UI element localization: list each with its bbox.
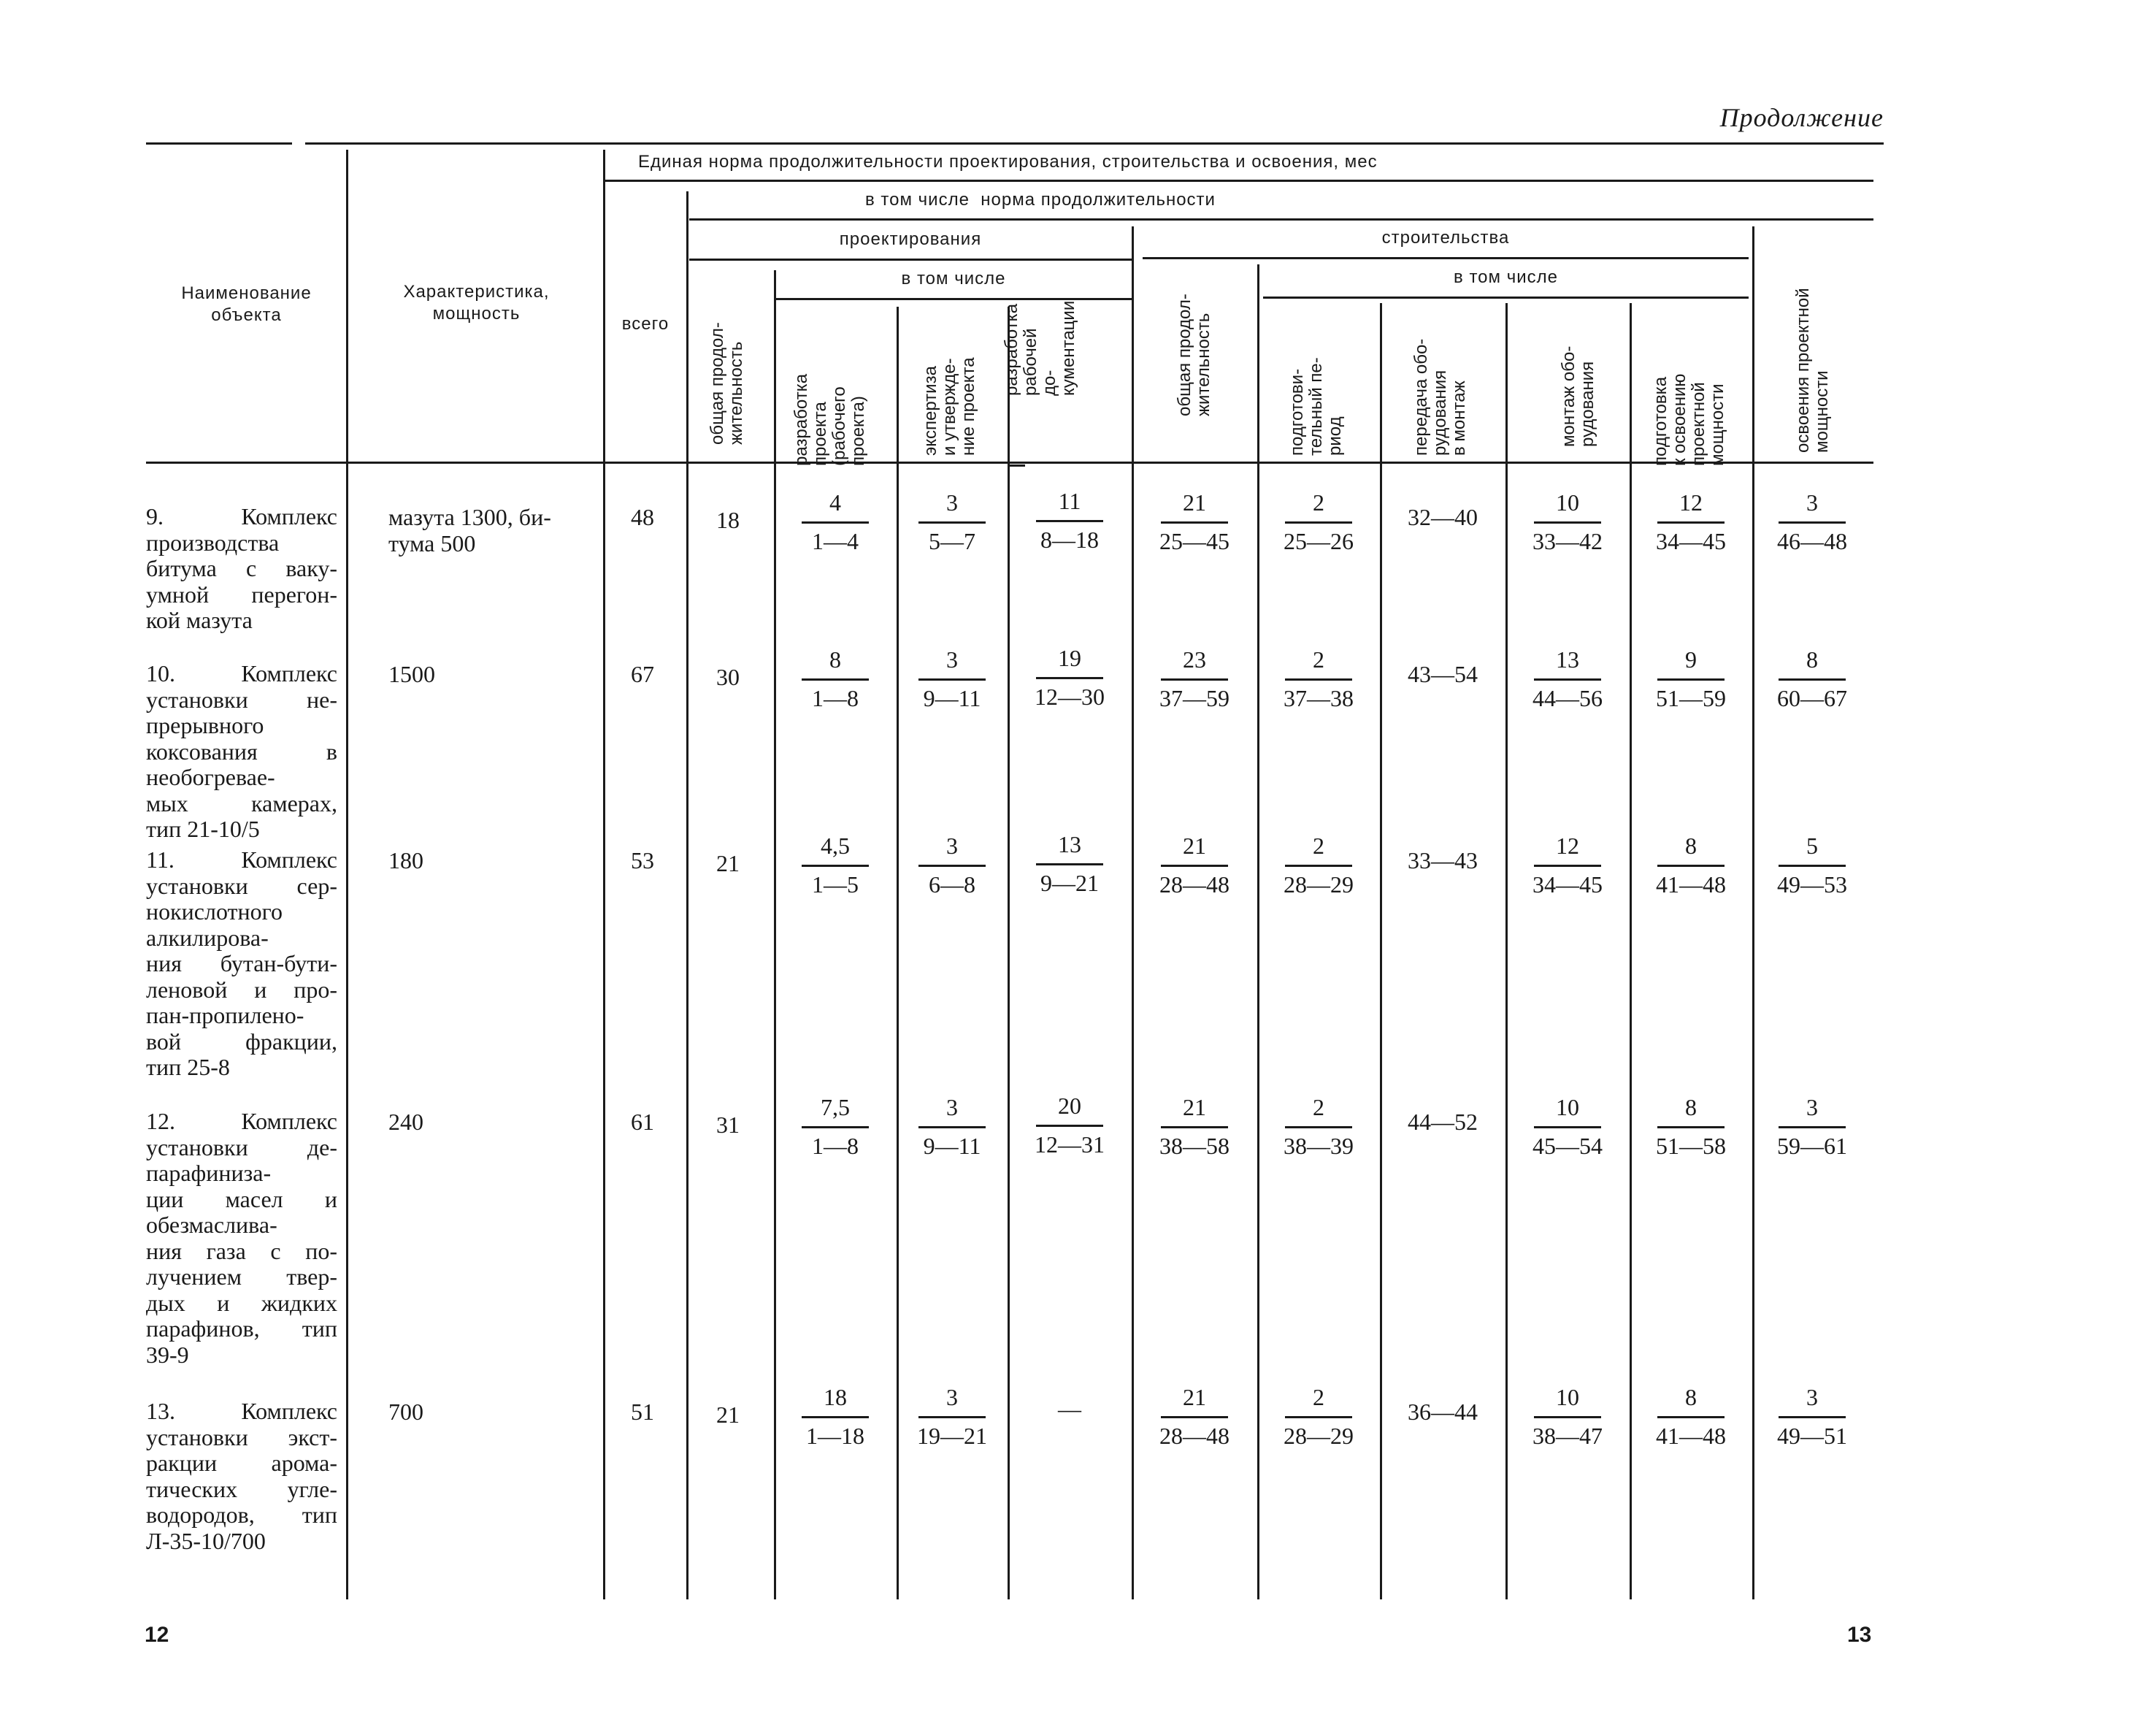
header-name: Наименование объекта — [181, 283, 312, 325]
object-name-line: 13. Комплекс — [146, 1398, 337, 1424]
characteristic-line: тума 500 — [388, 530, 476, 556]
object-name — [146, 847, 337, 1081]
fraction-denominator: 38—39 — [1284, 1133, 1354, 1159]
fraction-numerator: 3 — [1806, 1384, 1818, 1410]
fraction-numerator: 7,5 — [821, 1094, 850, 1120]
fraction-denominator: 28—29 — [1284, 871, 1354, 898]
col-rule-11 — [1630, 303, 1632, 1599]
mastering-value — [1768, 1384, 1856, 1449]
constr-total-value — [1151, 1384, 1238, 1449]
fraction-denominator: 59—61 — [1777, 1133, 1847, 1159]
fraction-denominator: 1—18 — [806, 1423, 864, 1449]
col-rule-6 — [1008, 307, 1010, 1599]
object-name — [146, 504, 337, 634]
fraction-numerator: 21 — [1183, 1094, 1206, 1120]
object-name-line: ния газа с по- — [146, 1237, 337, 1264]
header-unified-norm: Единая норма продолжительности проектирования, строительства и освоения, мес — [638, 152, 1378, 172]
constr-mount-value — [1524, 1384, 1611, 1449]
fraction-denominator: 9—21 — [1040, 870, 1099, 896]
continuation-label: Продолжение — [1719, 103, 1884, 132]
constr-prep-value — [1275, 1384, 1362, 1449]
fraction-denominator: 25—45 — [1159, 528, 1229, 554]
fraction-denominator: 37—38 — [1284, 685, 1354, 711]
object-name — [146, 1399, 337, 1554]
object-name-line: ния бутан-бути- — [146, 950, 337, 976]
fraction-denominator: 38—47 — [1532, 1423, 1603, 1449]
fraction-denominator: 1—8 — [812, 685, 859, 711]
object-name-line: вой фракции, — [146, 1028, 337, 1055]
fraction-denominator: 33—42 — [1532, 528, 1603, 554]
fraction-numerator: 2 — [1313, 833, 1324, 859]
col-rule-1 — [346, 150, 348, 1599]
header-total: всего — [621, 314, 670, 334]
fraction-numerator: 23 — [1183, 646, 1206, 673]
fraction-numerator: 3 — [946, 489, 958, 516]
constr-ready-value — [1647, 833, 1735, 898]
object-name-line: кой мазута — [146, 607, 253, 633]
object-name-line: производства — [146, 529, 280, 556]
fraction-numerator: 19 — [1058, 645, 1081, 671]
fraction-numerator: 10 — [1556, 1094, 1579, 1120]
fraction-denominator: 28—48 — [1159, 871, 1229, 898]
fraction-denominator: 49—51 — [1777, 1423, 1847, 1449]
fraction-numerator: 5 — [1806, 833, 1818, 859]
design-dev-value — [791, 1094, 879, 1159]
fraction-numerator: 3 — [1806, 1094, 1818, 1120]
object-name-line: коксования в — [146, 738, 337, 765]
rule-under-unified — [603, 180, 1873, 182]
object-name-line: мых камерах, — [146, 789, 337, 816]
fraction-numerator: 4 — [829, 489, 841, 516]
fraction-numerator: 2 — [1313, 489, 1324, 516]
constr-transfer-value: 43—54 — [1408, 661, 1478, 687]
rule-under-constr — [1143, 257, 1749, 259]
fraction-denominator: 12—31 — [1035, 1131, 1105, 1158]
object-name-line: 9. Комплекс — [146, 503, 337, 529]
constr-mount-value — [1524, 833, 1611, 898]
object-name-line: лучением твер- — [146, 1263, 337, 1290]
header-incl-norm: в том числе норма продолжительности — [865, 190, 1216, 210]
constr-ready-value — [1647, 646, 1735, 711]
fraction-denominator: 1—5 — [812, 871, 859, 898]
object-name-line: Л-35-10/700 — [146, 1527, 266, 1554]
fraction-denominator: 1—4 — [812, 528, 859, 554]
fraction-numerator: 12 — [1556, 833, 1579, 859]
constr-ready-value — [1647, 1384, 1735, 1449]
fraction-denominator: 9—11 — [923, 685, 981, 711]
fraction-numerator: 21 — [1183, 833, 1206, 859]
object-name-line: алкилирова- — [146, 924, 269, 951]
object-name-line: установки экст- — [146, 1423, 337, 1450]
characteristic-line: 240 — [388, 1109, 423, 1135]
design-exp-value — [908, 833, 996, 898]
fraction-denominator: 46—48 — [1777, 528, 1847, 554]
fraction-numerator: 8 — [1685, 1094, 1697, 1120]
page-number-right: 13 — [1847, 1623, 1872, 1647]
object-name-line: битума с ваку- — [146, 555, 337, 581]
fraction-denominator: 49—53 — [1777, 871, 1847, 898]
characteristic-line: 180 — [388, 847, 423, 873]
characteristic — [388, 661, 607, 687]
object-name-line: обезмаслива- — [146, 1212, 277, 1238]
fraction-denominator: 41—48 — [1656, 1423, 1726, 1449]
object-name-line: водородов, тип — [146, 1502, 337, 1528]
total-value: 67 — [631, 661, 654, 687]
fraction-numerator: 2 — [1313, 646, 1324, 673]
design-exp-value — [908, 1094, 996, 1159]
constr-total-value — [1151, 833, 1238, 898]
object-name-line: установки не- — [146, 686, 337, 713]
fraction-numerator: 3 — [1806, 489, 1818, 516]
fraction-numerator: 8 — [829, 646, 841, 673]
design-dev-value — [791, 833, 879, 898]
object-name-line: установки де- — [146, 1133, 337, 1160]
object-name-line: парафинов, тип — [146, 1315, 337, 1342]
constr-prep-value — [1275, 646, 1362, 711]
fraction-numerator: 3 — [946, 1094, 958, 1120]
fraction-numerator: 3 — [946, 1384, 958, 1410]
fraction-denominator: 5—7 — [929, 528, 975, 554]
object-name-line: тических угле- — [146, 1475, 337, 1502]
constr-transfer-value: 36—44 — [1408, 1399, 1478, 1425]
header-constr-ready: подготовка к освоению проектной мощности — [1651, 373, 1727, 466]
object-name-line: прерывного — [146, 712, 264, 738]
col-rule-5 — [897, 307, 899, 1599]
constr-mount-value — [1524, 489, 1611, 554]
header-design-work: разработка рабочей до- кументации — [1002, 300, 1078, 396]
characteristic-line: мазута 1300, би- — [388, 504, 551, 530]
object-name-line: леновой и про- — [146, 976, 337, 1003]
object-name-line: дых и жидких — [146, 1289, 337, 1316]
header-bottom-rule — [146, 462, 1873, 464]
fraction-denominator: 25—26 — [1284, 528, 1354, 554]
constr-prep-value — [1275, 833, 1362, 898]
constr-transfer-value: 33—43 — [1408, 847, 1478, 873]
fraction-numerator: 8 — [1685, 1384, 1697, 1410]
col-rule-4 — [774, 270, 776, 1599]
constr-total-value — [1151, 646, 1238, 711]
design-work-value — [1026, 1093, 1113, 1158]
design-exp-value — [908, 489, 996, 554]
fraction-denominator: 51—59 — [1656, 685, 1726, 711]
fraction-numerator: 11 — [1058, 488, 1081, 514]
design-dev-value — [791, 489, 879, 554]
constr-ready-value — [1647, 489, 1735, 554]
mastering-value — [1768, 833, 1856, 898]
design-total-value: 31 — [716, 1112, 740, 1138]
fraction-denominator: 9—11 — [923, 1133, 981, 1159]
design-work-value — [1026, 645, 1113, 710]
characteristic-line: 1500 — [388, 661, 435, 687]
object-name-line: тип 25-8 — [146, 1054, 230, 1080]
fraction-denominator: 1—8 — [812, 1133, 859, 1159]
design-total-value: 21 — [716, 850, 740, 876]
fraction-denominator: 28—48 — [1159, 1423, 1229, 1449]
total-value: 51 — [631, 1399, 654, 1425]
fraction-denominator: 6—8 — [929, 871, 975, 898]
design-work-value — [1026, 831, 1113, 896]
table-top-rule-left — [146, 142, 292, 145]
page-number-left: 12 — [145, 1623, 169, 1647]
col-rule-8 — [1257, 264, 1259, 1599]
design-dev-value — [791, 646, 879, 711]
design-total-value: 18 — [716, 507, 740, 533]
header-design-total: общая продол- жительность — [707, 322, 746, 445]
fraction-numerator: 8 — [1685, 833, 1697, 859]
header-constr-prep: подготови- тельный пе- риод — [1287, 357, 1345, 456]
object-name-line: нокислотного — [146, 898, 283, 925]
design-exp-value — [908, 646, 996, 711]
fraction-numerator: 4,5 — [821, 833, 850, 859]
header-incl-constr: в том числе — [1454, 267, 1558, 287]
fraction-numerator: 12 — [1679, 489, 1703, 516]
header-design-exp: экспертиза и утвержде- ние проекта — [921, 357, 978, 456]
fraction-numerator: 21 — [1183, 489, 1206, 516]
work-col-mark — [1008, 464, 1025, 467]
design-total-value: 30 — [716, 664, 740, 690]
constr-mount-value — [1524, 646, 1611, 711]
header-constr-total: общая продол- жительность — [1175, 294, 1213, 416]
fraction-denominator: 60—67 — [1777, 685, 1847, 711]
rule-under-incl-design — [775, 298, 1132, 300]
fraction-numerator: 20 — [1058, 1093, 1081, 1119]
fraction-numerator: 13 — [1058, 831, 1081, 857]
rule-under-design — [689, 259, 1132, 261]
header-construction: строительства — [1381, 228, 1510, 248]
col-rule-2 — [603, 150, 605, 1599]
header-constr-transfer: передача обо- рудования в монтаж — [1411, 338, 1469, 456]
fraction-denominator: 37—59 — [1159, 685, 1229, 711]
fraction-numerator: 2 — [1313, 1384, 1324, 1410]
object-name-line: установки сер- — [146, 872, 337, 899]
characteristic — [388, 847, 607, 873]
fraction-denominator: 34—45 — [1532, 871, 1603, 898]
characteristic — [388, 504, 607, 556]
total-value: 53 — [631, 847, 654, 873]
design-exp-value — [908, 1384, 996, 1449]
fraction-denominator: 51—58 — [1656, 1133, 1726, 1159]
fraction-numerator: 13 — [1556, 646, 1579, 673]
characteristic-line: 700 — [388, 1399, 423, 1425]
col-rule-12 — [1752, 226, 1754, 1599]
fraction-numerator: 3 — [946, 833, 958, 859]
mastering-value — [1768, 489, 1856, 554]
object-name-line: 11. Комплекс — [146, 846, 337, 873]
object-name-line: ции масел и — [146, 1185, 337, 1212]
header-design-dev: разработка проекта (рабочего проекта) — [791, 373, 868, 466]
fraction-numerator: 2 — [1313, 1094, 1324, 1120]
fraction-numerator: 10 — [1556, 1384, 1579, 1410]
rule-under-incl-norm — [689, 218, 1873, 221]
col-rule-7 — [1132, 226, 1134, 1599]
characteristic — [388, 1399, 607, 1425]
header-design: проектирования — [839, 229, 982, 249]
constr-mount-value — [1524, 1094, 1611, 1159]
object-name-line: 39-9 — [146, 1341, 189, 1368]
fraction-denominator: 8—18 — [1040, 527, 1099, 553]
object-name — [146, 1109, 337, 1368]
constr-total-value — [1151, 1094, 1238, 1159]
header-incl-design: в том числе — [901, 269, 1006, 288]
constr-transfer-value: 44—52 — [1408, 1109, 1478, 1135]
header-constr-mount: монтаж обо- рудования — [1559, 345, 1597, 447]
object-name-line: ракции арома- — [146, 1450, 337, 1476]
fraction-numerator: 9 — [1685, 646, 1697, 673]
fraction-numerator: 10 — [1556, 489, 1579, 516]
fraction-denominator: 41—48 — [1656, 871, 1726, 898]
rule-under-incl-constr — [1263, 297, 1749, 299]
object-name-line: пан-пропилено- — [146, 1002, 304, 1028]
constr-ready-value — [1647, 1094, 1735, 1159]
header-characteristic: Характеристика, мощность — [403, 282, 550, 324]
object-name — [146, 661, 337, 843]
col-rule-3 — [686, 191, 688, 1599]
fraction-denominator: 34—45 — [1656, 528, 1726, 554]
header-mastering: освоения проектной мощности — [1793, 288, 1832, 453]
design-work-dash: — — [1058, 1396, 1081, 1422]
design-work-value — [1026, 488, 1113, 553]
total-value: 48 — [631, 504, 654, 530]
fraction-denominator: 28—29 — [1284, 1423, 1354, 1449]
fraction-numerator: 3 — [946, 646, 958, 673]
table-top-rule — [305, 142, 1884, 145]
fraction-numerator: 21 — [1183, 1384, 1206, 1410]
object-name-line: парафиниза- — [146, 1160, 272, 1186]
constr-prep-value — [1275, 1094, 1362, 1159]
fraction-denominator: 45—54 — [1532, 1133, 1603, 1159]
fraction-numerator: 8 — [1806, 646, 1818, 673]
constr-total-value — [1151, 489, 1238, 554]
total-value: 61 — [631, 1109, 654, 1135]
constr-transfer-value: 32—40 — [1408, 504, 1478, 530]
design-dev-value — [791, 1384, 879, 1449]
fraction-numerator: 18 — [824, 1384, 847, 1410]
object-name-line: 12. Комплекс — [146, 1108, 337, 1134]
object-name-line: тип 21-10/5 — [146, 816, 260, 842]
constr-prep-value — [1275, 489, 1362, 554]
mastering-value — [1768, 646, 1856, 711]
object-name-line: необогревае- — [146, 764, 275, 790]
object-name-line: умной перегон- — [146, 581, 337, 608]
mastering-value — [1768, 1094, 1856, 1159]
fraction-denominator: 44—56 — [1532, 685, 1603, 711]
fraction-denominator: 38—58 — [1159, 1133, 1229, 1159]
fraction-denominator: 12—30 — [1035, 684, 1105, 710]
col-rule-9 — [1380, 303, 1382, 1599]
fraction-denominator: 19—21 — [917, 1423, 987, 1449]
design-total-value: 21 — [716, 1401, 740, 1428]
object-name-line: 10. Комплекс — [146, 660, 337, 686]
characteristic — [388, 1109, 607, 1135]
col-rule-10 — [1505, 303, 1508, 1599]
